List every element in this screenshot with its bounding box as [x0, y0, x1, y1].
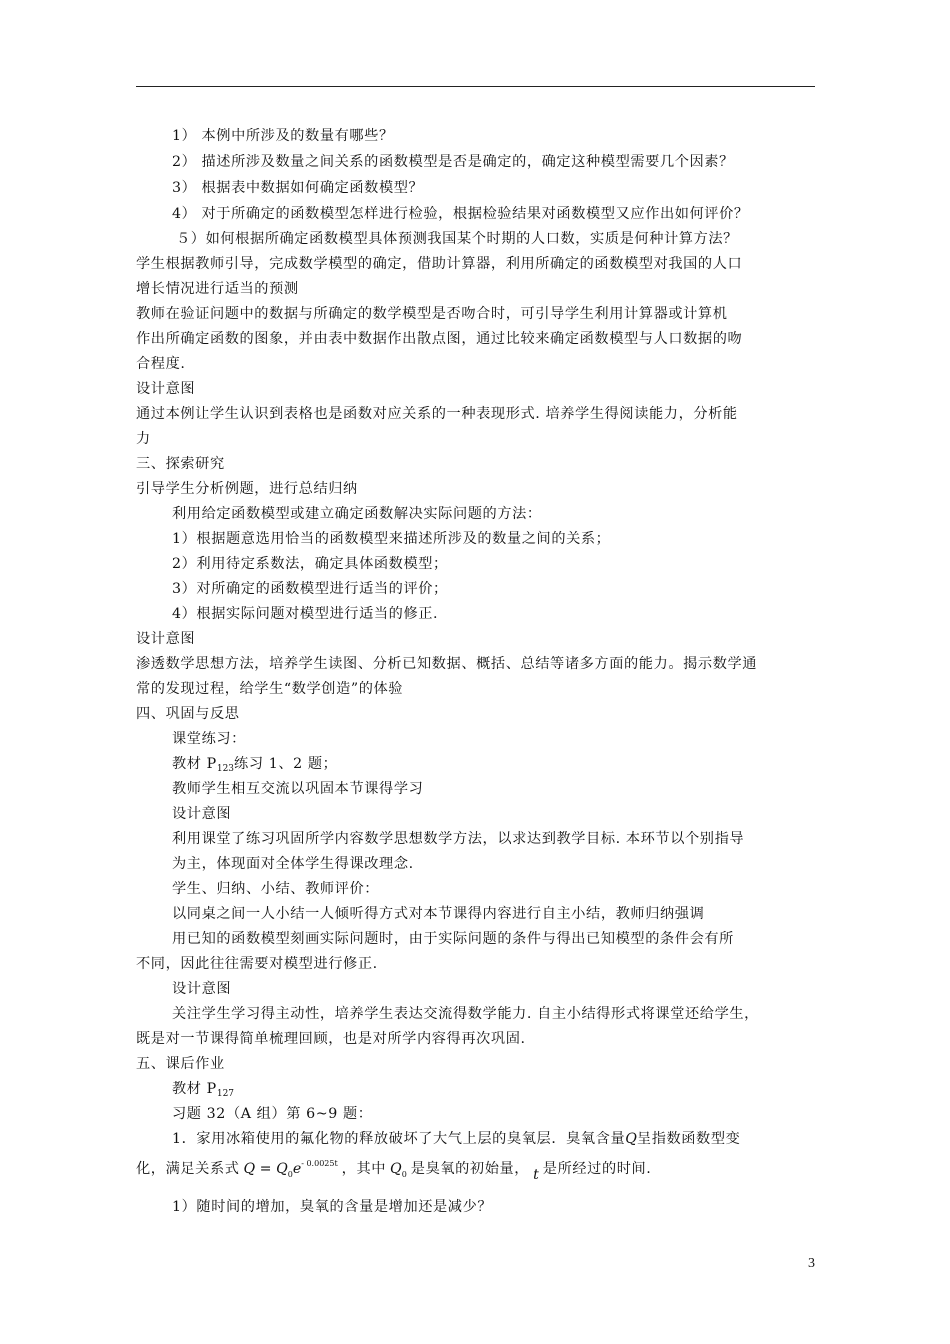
- step-1: 1）根据题意选用恰当的函数模型来描述所涉及的数量之间的关系；: [172, 531, 611, 547]
- paragraph-line: 既是对一节课得简单梳理回顾，也是对所学内容得再次巩固.: [136, 1031, 526, 1047]
- paragraph-line: 学生、归纳、小结、教师评价：: [172, 881, 380, 897]
- paragraph-line: 用已知的函数模型刻画实际问题时，由于实际问题的条件与得出已知模型的条件会有所: [172, 931, 734, 947]
- paragraph-line: 不同，因此往往需要对模型进行修正.: [136, 956, 378, 972]
- paragraph-line: 为主，体现面对全体学生得课改理念.: [172, 856, 414, 872]
- section-heading: 三、探索研究: [136, 456, 225, 472]
- exercise-1-line-1: 1．家用冰箱使用的氟化物的释放破坏了大气上层的臭氧层．臭氧含量Q呈指数函数型变: [172, 1131, 741, 1147]
- paragraph-line: 作出所确定函数的图象，并由表中数据作出散点图，通过比较来确定函数模型与人口数据的吻: [136, 331, 743, 347]
- textbook-reference: 教材 $P_{127}$: [172, 1081, 235, 1099]
- paragraph-line: 教师学生相互交流以巩固本节课得学习: [172, 781, 424, 797]
- paragraph-line: 渗透数学思想方法，培养学生读图、分析已知数据、概括、总结等诸多方面的能力。揭示数学通: [136, 656, 758, 672]
- section-label: 设计意图: [172, 981, 232, 997]
- paragraph-line: 以同桌之间一人小结一人倾听得方式对本节课得内容进行自主小结，教师归纳强调: [172, 906, 705, 922]
- exercise-1-line-2: 化，满足关系式 $Q = Q_0e^{- 0.0025t}$ ，其中 $Q_0$ 是臭氧的初始量， t 是所经过的时间.: [136, 1159, 652, 1183]
- paragraph-line: 力: [136, 431, 151, 447]
- practice-label: 课堂练习：: [172, 731, 246, 747]
- paragraph-line: 关注学生学习得主动性，培养学生表达交流得数学能力. 自主小结得形式将课堂还给学生，: [172, 1006, 759, 1022]
- paragraph-line: 学生根据教师引导，完成数学模型的确定，借助计算器，利用所确定的函数模型对我国的人口: [136, 256, 743, 272]
- paragraph-line: 引导学生分析例题，进行总结归纳: [136, 481, 358, 497]
- section-label: 设计意图: [172, 806, 232, 822]
- ozone-formula: $Q = Q_0e^{- 0.0025t}$: [243, 1159, 338, 1179]
- paragraph-line: 教师在验证问题中的数据与所确定的数学模型是否吻合时，可引导学生利用计算器或计算机: [136, 306, 728, 322]
- question-1: 1） 本例中所涉及的数量有哪些？: [172, 128, 394, 144]
- paragraph-line: 利用给定函数模型或建立确定函数解决实际问题的方法：: [172, 506, 542, 522]
- page-number: 3: [808, 1256, 815, 1271]
- paragraph-line: 增长情况进行适当的预测: [136, 281, 299, 297]
- homework-line: 习题 32（A 组）第 6~9 题：: [172, 1106, 373, 1122]
- step-4: 4）根据实际问题对模型进行适当的修正.: [172, 606, 439, 622]
- paragraph-line: 合程度.: [136, 356, 186, 372]
- paragraph-line: 常的发现过程，给学生“数学创造”的体验: [136, 681, 404, 697]
- section-heading: 四、巩固与反思: [136, 706, 240, 722]
- textbook-reference: 教材 $P_{123}$练习 1、2 题；: [172, 756, 338, 774]
- question-5: ５）如何根据所确定函数模型具体预测我国某个时期的人口数，实质是何种计算方法？: [176, 231, 738, 247]
- section-label: 设计意图: [136, 381, 196, 397]
- step-2: 2）利用待定系数法，确定具体函数模型；: [172, 556, 448, 572]
- exercise-1-question-1: 1）随时间的增加，臭氧的含量是增加还是减少？: [172, 1199, 493, 1215]
- question-4: 4） 对于所确定的函数模型怎样进行检验，根据检验结果对函数模型又应作出如何评价？: [172, 206, 749, 222]
- paragraph-line: 利用课堂了练习巩固所学内容数学思想数学方法，以求达到教学目标. 本环节以个别指导: [172, 831, 745, 847]
- question-2: 2） 描述所涉及数量之间关系的函数模型是否是确定的，确定这种模型需要几个因素？: [172, 154, 734, 170]
- paragraph-line: 通过本例让学生认识到表格也是函数对应关系的一种表现形式. 培养学生得阅读能力，分析能: [136, 406, 738, 422]
- question-3: 3） 根据表中数据如何确定函数模型？: [172, 180, 424, 196]
- header-rule: [136, 86, 815, 87]
- step-3: 3）对所确定的函数模型进行适当的评价；: [172, 581, 448, 597]
- section-heading: 五、课后作业: [136, 1056, 225, 1072]
- section-label: 设计意图: [136, 631, 196, 647]
